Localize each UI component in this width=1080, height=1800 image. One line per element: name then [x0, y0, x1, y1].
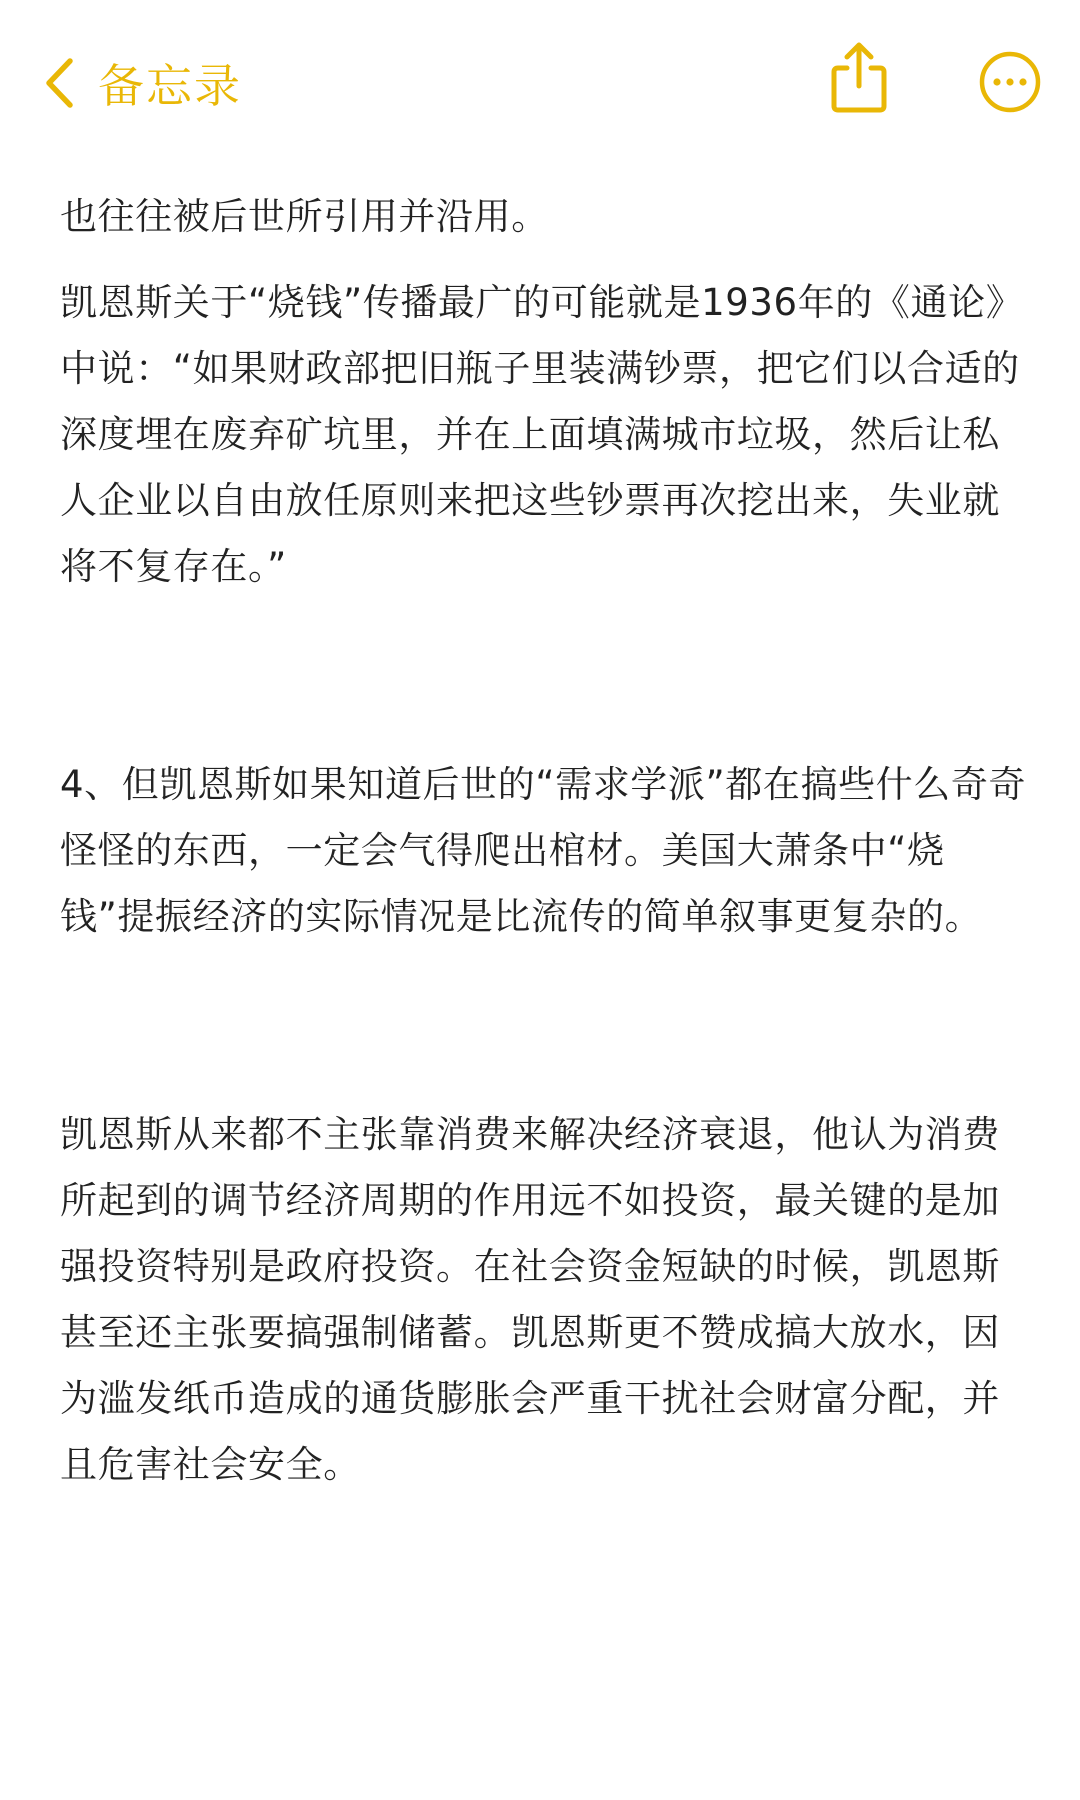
note-paragraph: 凯恩斯关于“烧钱”传播最广的可能就是1936年的《通论》中说：“如果财政部把旧瓶子里装满钞票，把它们以合适的深度埋在废弃矿坑里，并在上面填满城市垃圾，然后让私人企业以自由放任原则来把这些钞票再次挖出来，失业就将不复存在。” — [60, 281, 1024, 588]
chevron-left-icon — [44, 57, 74, 109]
back-button[interactable] — [44, 48, 242, 118]
note-paragraph: 也往往被后世所引用并沿用。 — [60, 195, 549, 238]
note-paragraph: 凯恩斯从来都不主张靠消费来解决经济衰退，他认为消费所起到的调节经济周期的作用远不如投资，最关键的是加强投资特别是政府投资。在社会资金短缺的时候，凯恩斯甚至还主张要搞强制储蓄。凯恩斯更不赞成搞大放水，因为滥发纸币造成的通货膨胀会严重干扰社会财富分配，并且危害社会安全。 — [60, 1113, 1000, 1486]
more-button[interactable] — [978, 50, 1042, 114]
share-button[interactable] — [826, 40, 892, 114]
share-icon — [826, 99, 892, 118]
note-body[interactable] — [60, 184, 1030, 1498]
back-label: 备忘录 — [98, 59, 242, 113]
navigation-bar — [0, 0, 1080, 170]
note-paragraph: 4、但凯恩斯如果知道后世的“需求学派”都在搞些什么奇奇怪怪的东西，一定会气得爬出棺材。美国大萧条中“烧钱”提振经济的实际情况是比流传的简单叙事更复杂的。 — [60, 763, 1027, 938]
more-ellipsis-icon — [978, 99, 1042, 118]
